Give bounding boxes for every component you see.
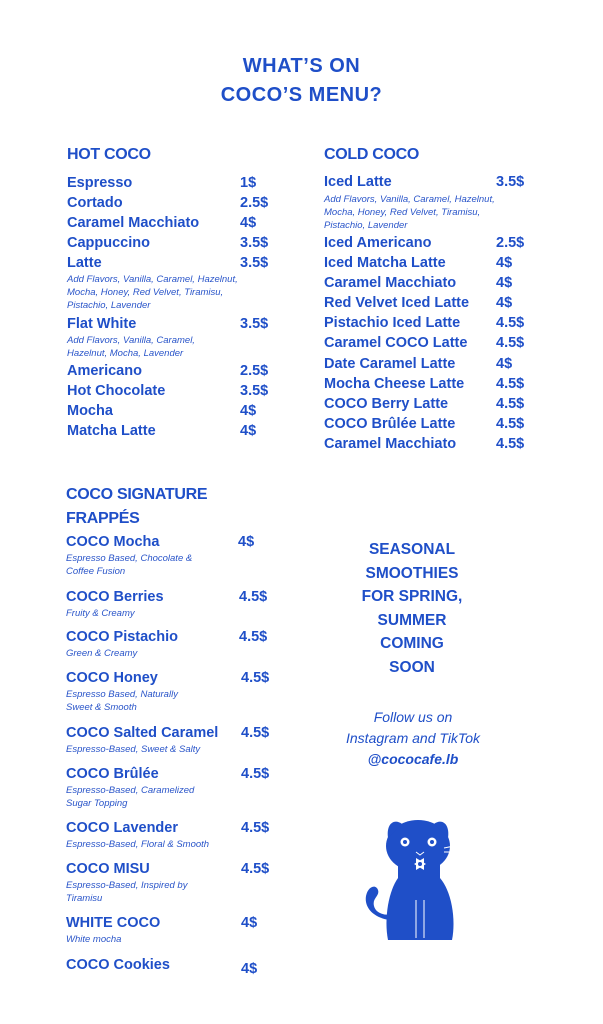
item-price: 4$ xyxy=(240,423,257,439)
item-name: COCO Lavender xyxy=(66,820,178,836)
item-name: COCO Berries xyxy=(66,589,164,605)
item-name: Espresso xyxy=(67,175,133,191)
item-price: 4$ xyxy=(496,356,513,372)
cold-coco-heading: COLD COCO xyxy=(324,146,420,163)
social-follow xyxy=(318,707,508,770)
item-name: Flat White xyxy=(67,316,137,332)
seasonal-line: FOR SPRING, xyxy=(361,588,463,605)
item-name: Iced Matcha Latte xyxy=(324,255,446,271)
item-price: 4.5$ xyxy=(496,335,525,351)
item-price: 4.5$ xyxy=(241,861,270,877)
item-description: White mocha xyxy=(66,934,122,945)
item-description: Espresso-Based, Inspired by Tiramisu xyxy=(66,880,188,904)
follow-line2: Instagram and TikTok xyxy=(346,730,480,746)
menu-title-line1: WHAT’S ON xyxy=(242,55,361,77)
item-name: Matcha Latte xyxy=(67,423,156,439)
item-price: 4$ xyxy=(238,534,255,550)
item-description: Fruity & Creamy xyxy=(66,608,135,619)
item-name: COCO Cookies xyxy=(66,957,170,973)
item-price: 4.5$ xyxy=(496,396,525,412)
item-price: 3.5$ xyxy=(240,316,269,332)
item-description: Espresso-Based, Floral & Smooth xyxy=(66,839,210,850)
item-price: 4$ xyxy=(240,215,257,231)
item-price: 4$ xyxy=(240,403,257,419)
item-price: 4.5$ xyxy=(239,629,268,645)
item-name: Caramel Macchiato xyxy=(324,436,457,452)
item-price: 3.5$ xyxy=(240,255,269,271)
hot-coco-heading: HOT COCO xyxy=(67,146,151,163)
item-price: 4.5$ xyxy=(241,820,270,836)
item-price: 4$ xyxy=(496,295,513,311)
item-price: 3.5$ xyxy=(240,383,269,399)
seasonal-line: SOON xyxy=(389,658,435,676)
item-description: Espresso Based, Naturally Sweet & Smooth xyxy=(66,689,178,713)
seasonal-line: COMING xyxy=(380,635,444,652)
item-price: 4$ xyxy=(496,275,513,291)
item-name: COCO Berry Latte xyxy=(324,396,449,412)
item-price: 4$ xyxy=(241,915,258,931)
item-description: Espresso-Based, Caramelized Sugar Topping xyxy=(66,785,195,809)
item-price: 4.5$ xyxy=(496,436,525,452)
item-price: 2.5$ xyxy=(496,235,525,251)
item-price: 4.5$ xyxy=(239,589,268,605)
frappes-heading-line2: FRAPPÉS xyxy=(66,510,140,527)
item-price: 2.5$ xyxy=(240,363,269,379)
item-name: COCO Brûlée xyxy=(66,766,159,782)
item-name: Americano xyxy=(67,363,142,379)
item-name: COCO Mocha xyxy=(66,534,160,550)
item-name: COCO Honey xyxy=(66,670,158,686)
item-description: Green & Creamy xyxy=(66,648,138,659)
item-price: 4.5$ xyxy=(241,670,270,686)
item-price: 1$ xyxy=(240,175,257,191)
item-name: WHITE COCO xyxy=(66,915,161,931)
item-name: Caramel Macchiato xyxy=(67,215,200,231)
menu-title-line2: COCO’S MENU? xyxy=(220,84,383,106)
item-name: COCO MISU xyxy=(66,861,150,877)
item-name: Iced Americano xyxy=(324,235,432,251)
seasonal-smoothies-notice xyxy=(322,538,502,679)
item-name: Cortado xyxy=(67,195,123,211)
frappes-heading-line1: COCO SIGNATURE xyxy=(66,486,208,503)
item-name: COCO Salted Caramel xyxy=(66,725,219,741)
item-price: 4.5$ xyxy=(241,725,270,741)
item-price: 4.5$ xyxy=(496,376,525,392)
item-description: Add Flavors, Vanilla, Caramel, Hazelnut, Mocha, Honey, Red Velvet, Tiramisu, Pistachio, Lavender xyxy=(67,274,238,311)
item-price: 4.5$ xyxy=(496,315,525,331)
item-name: Cappuccino xyxy=(67,235,150,251)
item-name: Latte xyxy=(67,255,102,271)
item-name: Iced Latte xyxy=(324,174,392,190)
seasonal-line: SMOOTHIES xyxy=(365,564,459,582)
item-price: 4$ xyxy=(496,255,513,271)
item-description: Add Flavors, Vanilla, Caramel, Hazelnut, Mocha, Honey, Red Velvet, Tiramisu, Pistachio, Lavender xyxy=(324,194,495,231)
item-name: Red Velvet Iced Latte xyxy=(324,295,470,311)
seasonal-line: SUMMER xyxy=(377,611,447,629)
item-name: Mocha Cheese Latte xyxy=(324,376,465,392)
item-name: COCO Pistachio xyxy=(66,629,178,645)
follow-line1: Follow us on xyxy=(373,709,453,725)
item-price: 2.5$ xyxy=(240,195,269,211)
item-description: Espresso-Based, Sweet & Salty xyxy=(66,744,201,755)
item-description: Espresso Based, Chocolate & Coffee Fusion xyxy=(66,553,193,577)
menu-title xyxy=(0,52,603,110)
item-price: 4.5$ xyxy=(496,416,525,432)
item-price: 4$ xyxy=(241,961,258,977)
item-name: Caramel COCO Latte xyxy=(324,335,468,351)
item-price: 3.5$ xyxy=(496,174,525,190)
item-name: Mocha xyxy=(67,403,113,419)
item-price: 4.5$ xyxy=(241,766,270,782)
social-handle: @cococafe.lb xyxy=(367,751,459,767)
item-description: Add Flavors, Vanilla, Caramel, Hazelnut, Mocha, Lavender xyxy=(67,335,195,359)
item-name: Caramel Macchiato xyxy=(324,275,457,291)
seasonal-line: SEASONAL xyxy=(368,541,456,558)
item-price: 3.5$ xyxy=(240,235,269,251)
item-name: Pistachio Iced Latte xyxy=(324,315,461,331)
item-name: Hot Chocolate xyxy=(67,383,166,399)
item-name: COCO Brûlée Latte xyxy=(324,416,456,432)
cat-with-bowtie-icon xyxy=(360,812,470,944)
item-name: Date Caramel Latte xyxy=(324,356,456,372)
